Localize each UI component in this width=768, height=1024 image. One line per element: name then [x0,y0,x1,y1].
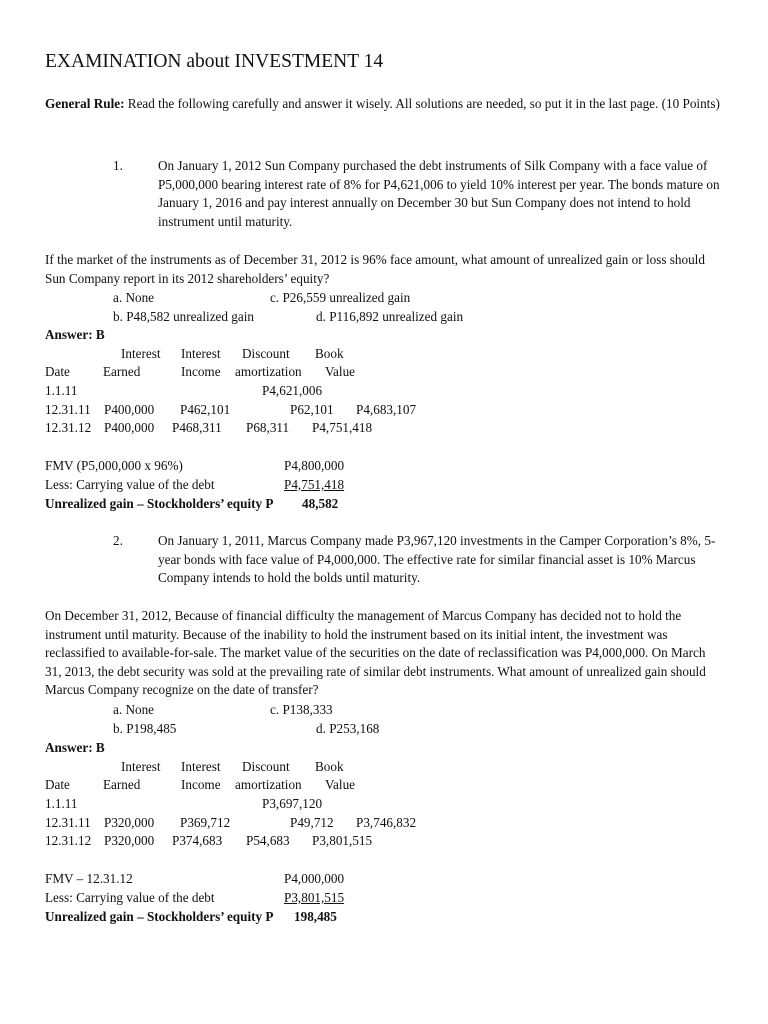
q2-header-discount: Discount [242,759,290,774]
q1-header-discount: Discount [242,346,290,361]
q1-fmv-label: FMV (P5,000,000 x 96%) [45,458,183,473]
q1-less-label: Less: Carrying value of the debt [45,477,215,492]
q2-option-b: b. P198,485 [113,721,177,736]
table-cell: P49,712 [290,815,334,830]
table-cell: 12.31.11 [45,815,91,830]
q1-header-date: Date [45,364,70,379]
general-rule-label: General Rule: [45,96,125,111]
q2-answer: Answer: B [45,740,105,755]
table-cell: P320,000 [104,815,155,830]
q2-option-c: c. P138,333 [270,702,333,717]
table-cell: 1.1.11 [45,383,78,398]
q2-header-earned: Earned [103,777,141,792]
q1-header-interest-income: Interest [181,346,221,361]
table-cell: P400,000 [104,402,155,417]
table-cell: P4,683,107 [356,402,417,417]
q2-header-book: Book [315,759,344,774]
table-cell: 12.31.12 [45,833,92,848]
table-cell: P4,751,418 [312,420,373,435]
table-cell: P3,697,120 [262,796,323,811]
q2-less-value: P3,801,515 [284,890,345,905]
table-cell: P4,621,006 [262,383,323,398]
table-cell: P320,000 [104,833,155,848]
q1-header-income: Income [181,364,221,379]
question-2-number: 2. [113,533,123,548]
q1-header-amortization: amortization [235,364,302,379]
table-cell: P400,000 [104,420,155,435]
q1-answer: Answer: B [45,327,105,342]
q1-header-interest-earned: Interest [121,346,161,361]
table-cell: P54,683 [246,833,290,848]
q2-header-interest-income: Interest [181,759,221,774]
q1-option-c: c. P26,559 unrealized gain [270,290,411,305]
table-cell: P374,683 [172,833,223,848]
table-cell: 1.1.11 [45,796,78,811]
table-cell: P468,311 [172,420,222,435]
question-1-number: 1. [113,158,123,173]
general-rule [45,95,725,114]
q2-result-label: Unrealized gain – Stockholders’ equity P [45,909,274,924]
q2-header-interest-earned: Interest [121,759,161,774]
q1-less-value: P4,751,418 [284,477,345,492]
q1-option-d: d. P116,892 unrealized gain [316,309,464,324]
table-cell: P62,101 [290,402,334,417]
table-cell: P68,311 [246,420,290,435]
page-title: EXAMINATION about INVESTMENT 14 [45,51,384,72]
q2-less-label: Less: Carrying value of the debt [45,890,215,905]
q2-header-income: Income [181,777,221,792]
q1-result-label: Unrealized gain – Stockholders’ equity P [45,496,274,511]
q1-header-earned: Earned [103,364,141,379]
q2-option-d: d. P253,168 [316,721,380,736]
table-cell: P462,101 [180,402,231,417]
q1-option-a: a. None [113,290,155,305]
table-cell: P3,746,832 [356,815,417,830]
general-rule-text: Read the following carefully and answer it wisely. All solutions are needed, so put it in the last page. (10 Points) [124,96,720,111]
table-cell: P3,801,515 [312,833,373,848]
q1-option-b: b. P48,582 unrealized gain [113,309,254,324]
q1-header-book: Book [315,346,344,361]
q1-result-value: 48,582 [302,496,339,511]
q1-fmv-value: P4,800,000 [284,458,345,473]
table-cell: 12.31.11 [45,402,91,417]
question-1-text: On January 1, 2012 Sun Company purchased the debt instruments of Silk Company with a face value of P5,000,000 bearing interest rate of 8% for P4,621,006 to yield 10% interest per year. The bonds mature on January 1, 2016 and pay interest annually on December 30 but Sun Company does not intend to hold instrument until maturity. [158,158,720,229]
q2-fmv-label: FMV – 12.31.12 [45,871,133,886]
q2-result-value: 198,485 [294,909,337,924]
q2-option-a: a. None [113,702,155,717]
question-1-prompt: If the market of the instruments as of December 31, 2012 is 96% face amount, what amount of unrealized gain or loss should Sun Company report in its 2012 shareholders’ equity? [45,252,705,286]
q1-header-value: Value [325,364,356,379]
table-cell: 12.31.12 [45,420,92,435]
q2-header-amortization: amortization [235,777,302,792]
q2-header-value: Value [325,777,356,792]
question-2-text: On January 1, 2011, Marcus Company made P3,967,120 investments in the Camper Corporation’s 8%, 5-year bonds with face value of P4,000,000. The effective rate for similar financial asset is 10% Marcus Company intends to hold the bolds until maturity. [158,533,716,586]
question-2-prompt: On December 31, 2012, Because of financial difficulty the management of Marcus Company has decided not to hold the instrument until maturity. Because of the inability to hold the instrument based on its initial intent, the investment was reclassified to available-for-sale. The market value of the securities on the date of reclassification was P4,000,000. On March 31, 2013, the debt security was sold at the prevailing rate of similar debt instruments. What amount of unrealized gain should Marcus Company recognize on the date of transfer? [45,608,706,698]
q2-header-date: Date [45,777,70,792]
q2-fmv-value: P4,000,000 [284,871,345,886]
table-cell: P369,712 [180,815,231,830]
